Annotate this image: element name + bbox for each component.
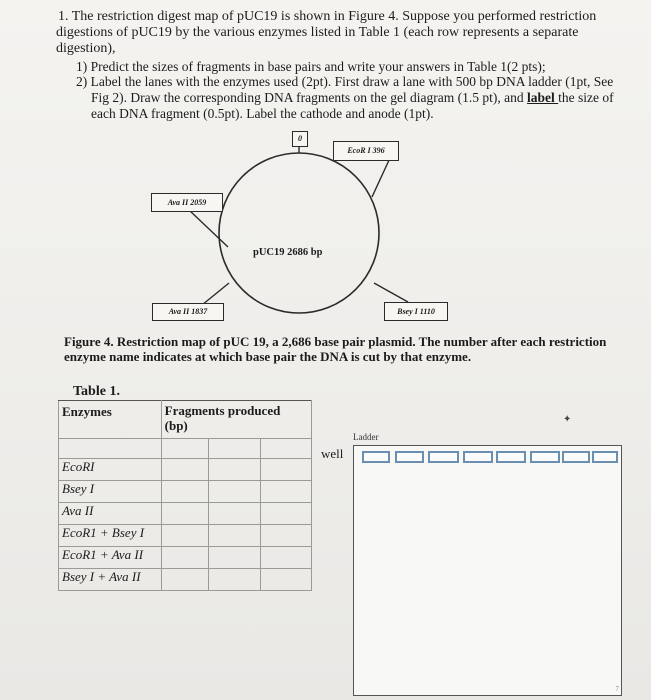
enzyme-cell: EcoRI	[59, 459, 162, 481]
fragment-input-cell[interactable]	[209, 569, 261, 591]
ecori-site-label: EcoR I 396	[333, 141, 399, 161]
gel-well[interactable]	[463, 451, 493, 463]
sub-question-2c: each DNA fragment (0.5pt). Label the cathode and anode (1pt).	[91, 106, 434, 121]
fragment-input-cell[interactable]	[261, 503, 312, 525]
fragment-input-cell[interactable]	[161, 459, 209, 481]
bsey-connector	[374, 283, 408, 302]
fragment-input-cell[interactable]	[209, 459, 261, 481]
gel-well[interactable]	[530, 451, 560, 463]
table-title: Table 1.	[73, 384, 120, 399]
gel-well[interactable]	[592, 451, 618, 463]
enzyme-cell: EcoR1 + Bsey I	[59, 525, 162, 547]
table-row	[59, 547, 312, 569]
fragments-table	[58, 400, 312, 591]
fragment-input-cell[interactable]	[209, 481, 261, 503]
fragment-input-cell[interactable]	[261, 569, 312, 591]
fragment-input-cell[interactable]	[261, 459, 312, 481]
fragment-input-cell[interactable]	[261, 547, 312, 569]
label-emphasis: label	[527, 90, 559, 105]
table-row	[59, 459, 312, 481]
question-line-2: digestions of pUC19 by the various enzymes listed in Table 1 (each row represents a separate	[56, 25, 579, 40]
ava1837-connector	[202, 283, 229, 305]
fragment-input-cell[interactable]	[261, 525, 312, 547]
fragment-input-cell[interactable]	[161, 547, 209, 569]
enzyme-cell: Bsey I	[59, 481, 162, 503]
table-header-row	[59, 401, 312, 439]
plasmid-circle	[219, 153, 379, 313]
figure-caption-text-2: enzyme name indicates at which base pair the DNA is cut by that enzyme.	[64, 349, 472, 364]
fragment-input-cell[interactable]	[209, 525, 261, 547]
table-row	[59, 569, 312, 591]
gel-well[interactable]	[395, 451, 424, 463]
table-row	[59, 525, 312, 547]
table-row	[59, 439, 312, 459]
fragment-input-cell[interactable]	[261, 481, 312, 503]
fragment-input-cell[interactable]	[161, 569, 209, 591]
fragment-input-cell[interactable]	[209, 547, 261, 569]
table-row	[59, 481, 312, 503]
fragment-input-cell[interactable]	[161, 525, 209, 547]
figure-caption-text-1: Figure 4. Restriction map of pUC 19, a 2,686 base pair plasmid. The number after each restriction	[64, 334, 607, 349]
sub-question-2b-post: the size of	[558, 90, 614, 105]
fragments-header	[161, 401, 311, 439]
fragments-header-unit: (bp)	[164, 418, 188, 433]
ecori-connector	[372, 158, 390, 197]
gel-corner-mark: 7	[615, 685, 619, 693]
origin-label: 0	[292, 131, 308, 147]
fragment-input-cell[interactable]	[209, 503, 261, 525]
ava2059-connector	[189, 210, 228, 247]
enzyme-cell: Bsey I + Ava II	[59, 569, 162, 591]
figure-caption-1	[64, 334, 606, 350]
enzyme-cell: Ava II	[59, 503, 162, 525]
fragments-header-text: Fragments produced	[164, 403, 281, 418]
sub-question-2a: 2) Label the lanes with the enzymes used (2pt). First draw a lane with 500 bp DNA ladder (1pt, See	[76, 74, 614, 89]
gel-diagram[interactable]	[353, 445, 622, 696]
ava2059-site-label: Ava II 2059	[151, 193, 223, 212]
well-label: well	[321, 446, 344, 461]
question-line-1: 1. The restriction digest map of pUC19 is shown in Figure 4. Suppose you performed restriction	[58, 9, 597, 24]
figure-caption-2	[64, 349, 471, 365]
enzymes-header: Enzymes	[59, 401, 162, 439]
gel-well[interactable]	[496, 451, 526, 463]
plasmid-name: pUC19 2686 bp	[253, 247, 323, 258]
enzyme-cell: EcoR1 + Ava II	[59, 547, 162, 569]
sub-question-2b-pre: Fig 2). Draw the corresponding DNA fragments on the gel diagram (1.5 pt), and	[91, 90, 528, 105]
gel-well[interactable]	[428, 451, 459, 463]
ladder-label: Ladder	[353, 432, 379, 442]
gel-well[interactable]	[562, 451, 590, 463]
table-row	[59, 503, 312, 525]
fragment-input-cell[interactable]	[161, 503, 209, 525]
ava1837-site-label: Ava II 1837	[152, 303, 224, 321]
bsey-site-label: Bsey I 1110	[384, 302, 448, 321]
cursor-mark-icon: ✦	[563, 414, 572, 425]
question-line-3: digestion),	[56, 41, 116, 56]
sub-question-1: 1) Predict the sizes of fragments in base pairs and write your answers in Table 1(2 pts);	[76, 59, 546, 74]
gel-well[interactable]	[362, 451, 390, 463]
fragment-input-cell[interactable]	[161, 481, 209, 503]
